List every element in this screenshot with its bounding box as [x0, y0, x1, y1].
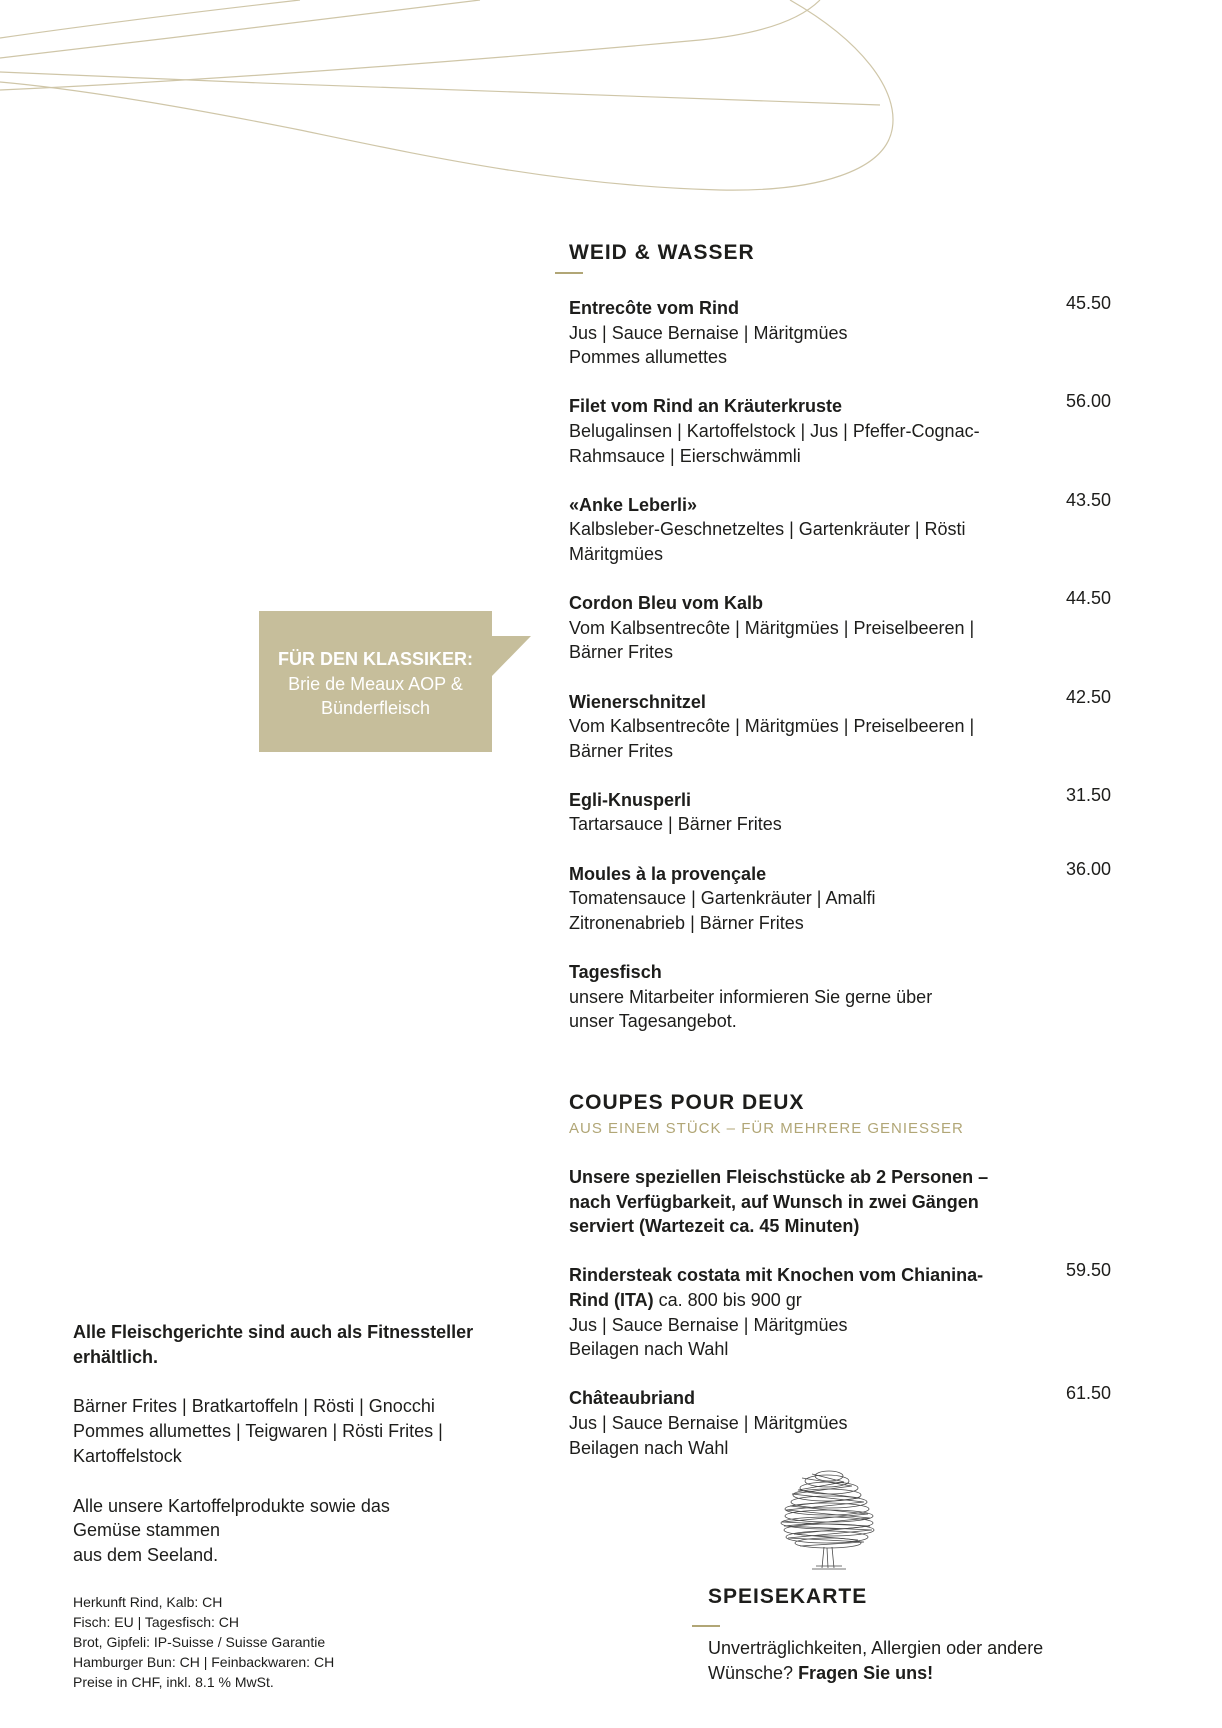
fitness-note-line: erhältlich. [73, 1346, 159, 1367]
dish-name: Tagesfisch [569, 962, 662, 983]
dish-price: 59.50 [1065, 1260, 1111, 1281]
menu-item [569, 1383, 1111, 1460]
dish-price: 61.50 [1065, 1383, 1111, 1404]
origin-note-line: aus dem Seeland. [73, 1545, 219, 1566]
dish-portion-size: ca. 800 bis 900 gr [658, 1289, 802, 1310]
intro-line: serviert (Wartezeit ca. 45 Minuten) [569, 1216, 860, 1237]
menu-item-header [569, 588, 1111, 616]
menu-item-header [569, 1260, 1111, 1288]
dish-description-line: Pommes allumettes [569, 347, 728, 368]
callout-body [259, 672, 492, 721]
callout-line: Brie de Meaux AOP & [288, 673, 463, 694]
allergy-question: Wünsche? [708, 1663, 794, 1683]
dish-price: 45.50 [1065, 293, 1111, 313]
decorative-curves [0, 0, 1222, 200]
side-dish-line: Pommes allumettes | Teigwaren | Rösti Frites | [73, 1421, 443, 1442]
dish-name: Filet vom Rind an Kräuterkruste [569, 396, 843, 417]
section-title-underline [555, 272, 583, 274]
dish-description-line: Bärner Frites [569, 642, 674, 663]
dish-description-line: Vom Kalbsentrecôte | Märitgmües | Preiselbeeren | [569, 716, 975, 737]
fitness-note [73, 1320, 473, 1370]
menu-title-underline [692, 1625, 720, 1627]
menu-item-header [569, 1383, 1111, 1411]
menu-title: SPEISEKARTE [708, 1585, 868, 1608]
dish-name: «Anke Leberli» [569, 494, 698, 515]
provenance-line: Preise in CHF, inkl. 8.1 % MwSt. [73, 1674, 274, 1690]
allergy-note [708, 1636, 1043, 1686]
side-dish-options [73, 1394, 473, 1468]
dish-description-line: Tartarsauce | Bärner Frites [569, 814, 782, 835]
section-subtitle: AUS EINEM STÜCK – FÜR MEHRERE GENIESSER [569, 1120, 964, 1137]
dish-name: Moules à la provençale [569, 863, 767, 884]
provenance-line: Fisch: EU | Tagesfisch: CH [73, 1614, 239, 1630]
provenance-line: Herkunft Rind, Kalb: CH [73, 1594, 223, 1610]
dish-description-line: unser Tagesangebot. [569, 1011, 737, 1032]
potato-origin-note [73, 1494, 473, 1568]
callout-line: Bünderfleisch [320, 698, 431, 718]
callout-heading: FÜR DEN KLASSIKER: [277, 649, 473, 669]
dish-description-line [569, 1288, 1111, 1313]
dish-description-line: Bärner Frites [569, 740, 674, 761]
dish-description-line: Märitgmües [569, 543, 664, 564]
dish-name: Rindersteak costata mit Knochen vom Chianina- [569, 1265, 984, 1286]
ask-us-text: Fragen Sie uns! [798, 1663, 934, 1683]
dish-description-line: Rahmsauce | Eierschwämmli [569, 445, 801, 466]
section-coupes-pour-deux [569, 1088, 1111, 1485]
side-info [73, 1320, 473, 1593]
menu-item [569, 858, 1111, 936]
provenance-line: Brot, Gipfeli: IP-Suisse / Suisse Garantie [73, 1634, 326, 1650]
dish-name: Cordon Bleu vom Kalb [569, 593, 764, 614]
menu-item-header [569, 960, 1111, 985]
section-weid-wasser [569, 238, 1111, 1058]
dish-price: 44.50 [1065, 588, 1111, 609]
origin-note-line: Alle unsere Kartoffelprodukte sowie das [73, 1495, 390, 1516]
allergy-note-line [708, 1661, 1043, 1686]
provenance-notes [73, 1592, 334, 1692]
dish-description-line: Beilagen nach Wahl [569, 1437, 729, 1458]
allergy-note-line: Unverträglichkeiten, Allergien oder andere [708, 1638, 1044, 1658]
dish-description-line: Jus | Sauce Bernaise | Märitgmües [569, 1314, 848, 1335]
menu-item [569, 293, 1111, 370]
menu-item [569, 960, 1111, 1034]
dish-description-line: Beilagen nach Wahl [569, 1339, 729, 1360]
fitness-note-line: Alle Fleischgerichte sind auch als Fitnessteller [73, 1322, 474, 1342]
dish-price: 42.50 [1065, 686, 1111, 707]
dish-description-line: Tomatensauce | Gartenkräuter | Amalfi [569, 888, 876, 909]
section-intro [569, 1165, 1111, 1239]
dish-description-line: Belugalinsen | Kartoffelstock | Jus | Pfeffer-Cognac- [569, 420, 980, 441]
dish-name: Châteaubriand [569, 1388, 696, 1409]
section-title: WEID & WASSER [569, 241, 755, 264]
section-title: COUPES POUR DEUX [569, 1091, 805, 1114]
tree-scribble-icon [772, 1468, 884, 1574]
side-dish-line: Kartoffelstock [73, 1445, 182, 1466]
menu-item-header [569, 293, 1111, 321]
dish-description-line: Kalbsleber-Geschnetzeltes | Gartenkräuter | Rösti [569, 519, 966, 540]
menu-item [569, 588, 1111, 665]
intro-line: nach Verfügbarkeit, auf Wunsch in zwei Gängen [569, 1191, 979, 1212]
dish-description-line: Zitronenabrieb | Bärner Frites [569, 912, 804, 933]
provenance-line: Hamburger Bun: CH | Feinbackwaren: CH [73, 1654, 335, 1670]
dish-price: 56.00 [1065, 391, 1111, 412]
menu-item-header [569, 686, 1111, 715]
menu-item-header [569, 858, 1111, 887]
dish-price: 31.50 [1065, 784, 1111, 805]
dish-description-line: unsere Mitarbeiter informieren Sie gerne über [569, 986, 933, 1007]
dish-price: 36.00 [1065, 858, 1111, 879]
classic-callout-box [259, 611, 492, 752]
menu-item-header [569, 784, 1111, 813]
callout-arrow-icon [491, 636, 532, 678]
menu-item [569, 784, 1111, 837]
menu-item-list [569, 293, 1111, 1034]
menu-item [569, 391, 1111, 468]
dish-description-line: Jus | Sauce Bernaise | Märitgmües [569, 1412, 848, 1433]
dish-description-line: Jus | Sauce Bernaise | Märitgmües [569, 322, 848, 343]
intro-line: Unsere speziellen Fleischstücke ab 2 Personen – [569, 1167, 989, 1187]
origin-note-line: Gemüse stammen [73, 1520, 221, 1541]
dish-name: Wienerschnitzel [569, 691, 706, 712]
dish-description-line: Vom Kalbsentrecôte | Märitgmües | Preiselbeeren | [569, 617, 975, 638]
menu-item [569, 1260, 1111, 1361]
side-dish-line: Bärner Frites | Bratkartoffeln | Rösti | Gnocchi [73, 1396, 435, 1417]
dish-name-continuation: Rind (ITA) [569, 1289, 654, 1310]
dish-name: Egli-Knusperli [569, 789, 692, 810]
menu-item [569, 489, 1111, 567]
dish-price: 43.50 [1065, 489, 1111, 510]
menu-item [569, 686, 1111, 764]
menu-item-header [569, 391, 1111, 419]
menu-item-list [569, 1260, 1111, 1460]
menu-item-header [569, 489, 1111, 518]
dish-name: Entrecôte vom Rind [569, 298, 740, 318]
